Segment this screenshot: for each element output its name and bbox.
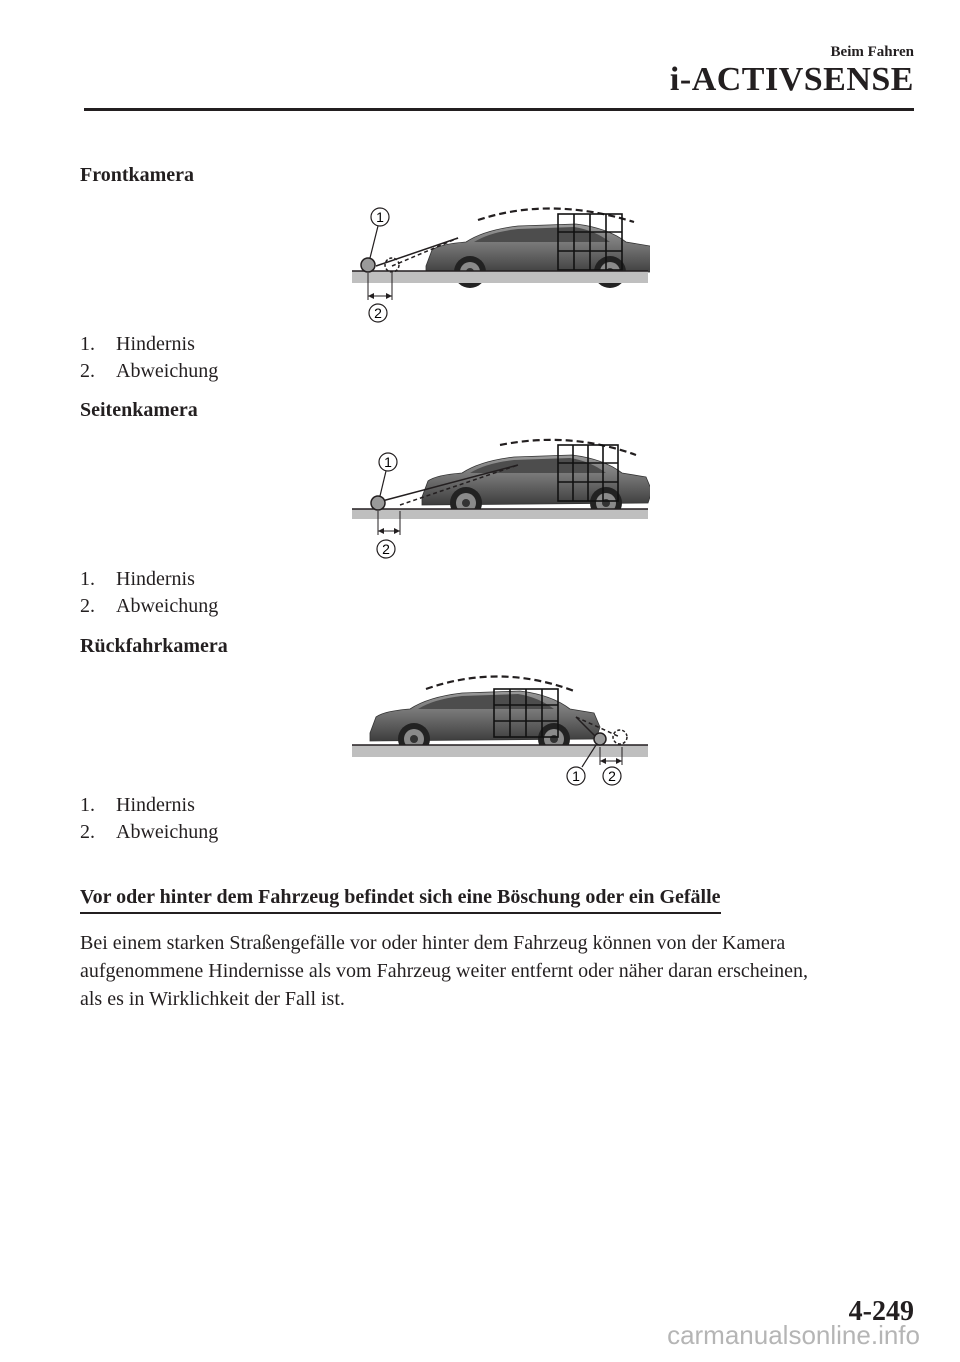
legend-item bbox=[80, 793, 195, 817]
header-section-label: Beim Fahren bbox=[830, 44, 914, 60]
front-camera-figure bbox=[350, 200, 650, 325]
rear-ground bbox=[352, 745, 648, 757]
legend-label: Abweichung bbox=[116, 360, 219, 382]
legend-item bbox=[80, 359, 218, 383]
legend-label: Abweichung bbox=[116, 595, 219, 617]
legend-label: Hindernis bbox=[116, 333, 195, 355]
body-line: als es in Wirklichkeit der Fall ist. bbox=[80, 988, 345, 1010]
front-arrowhead-right bbox=[386, 293, 392, 299]
section-title-rueckfahrkamera: Rückfahrkamera bbox=[80, 635, 228, 657]
side-arrowhead-right bbox=[394, 528, 400, 534]
rear-obstacle-circle bbox=[594, 733, 606, 745]
side-arrowhead-left bbox=[378, 528, 384, 534]
front-leader-1 bbox=[370, 226, 378, 258]
legend-number: 1. bbox=[80, 568, 95, 590]
legend-item bbox=[80, 567, 195, 591]
legend-item bbox=[80, 820, 218, 844]
legend-item bbox=[80, 332, 195, 356]
watermark: carmanualsonline.info bbox=[667, 1320, 920, 1350]
legend-number: 2. bbox=[80, 821, 95, 843]
legend-label: Hindernis bbox=[116, 794, 195, 816]
side-leader-1 bbox=[380, 471, 386, 496]
legend-number: 1. bbox=[80, 794, 95, 816]
legend-number: 2. bbox=[80, 595, 95, 617]
header-rule bbox=[84, 108, 914, 111]
front-callout-1-label: 1 bbox=[376, 209, 384, 225]
subheading: Vor oder hinter dem Fahrzeug befindet sich eine Böschung oder ein Gefälle bbox=[80, 885, 721, 914]
rear-callout-1-label: 1 bbox=[572, 768, 580, 784]
body-line: aufgenommene Hindernisse als vom Fahrzeug weiter entfernt oder näher daran erscheinen, bbox=[80, 960, 809, 982]
rear-arrowhead-left bbox=[600, 758, 606, 764]
legend-number: 2. bbox=[80, 360, 95, 382]
legend-number: 1. bbox=[80, 333, 95, 355]
front-ground bbox=[352, 271, 648, 283]
rear-callout-2-label: 2 bbox=[608, 768, 616, 784]
header-title: i-ACTIVSENSE bbox=[669, 61, 914, 98]
front-obstacle-circle bbox=[361, 258, 375, 272]
rear-car-image bbox=[370, 676, 600, 755]
body-line: Bei einem starken Straßengefälle vor oder hinter dem Fahrzeug können von der Kamera bbox=[80, 932, 786, 954]
side-camera-figure bbox=[350, 435, 650, 565]
legend-label: Hindernis bbox=[116, 568, 195, 590]
rear-camera-figure bbox=[350, 665, 650, 790]
side-car-image bbox=[422, 440, 650, 519]
rear-arrowhead-right bbox=[616, 758, 622, 764]
side-callout-2-label: 2 bbox=[382, 541, 390, 557]
section-title-frontkamera: Frontkamera bbox=[80, 164, 195, 186]
body-paragraph bbox=[80, 929, 900, 1013]
legend-label: Abweichung bbox=[116, 821, 219, 843]
side-obstacle-circle bbox=[371, 496, 385, 510]
front-callout-2-label: 2 bbox=[374, 305, 382, 321]
legend-item bbox=[80, 594, 218, 618]
page-number: 4-249 bbox=[848, 1296, 914, 1327]
side-callout-1-label: 1 bbox=[384, 454, 392, 470]
section-title-seitenkamera: Seitenkamera bbox=[80, 399, 198, 421]
side-ground bbox=[352, 509, 648, 519]
front-arrowhead-left bbox=[368, 293, 374, 299]
